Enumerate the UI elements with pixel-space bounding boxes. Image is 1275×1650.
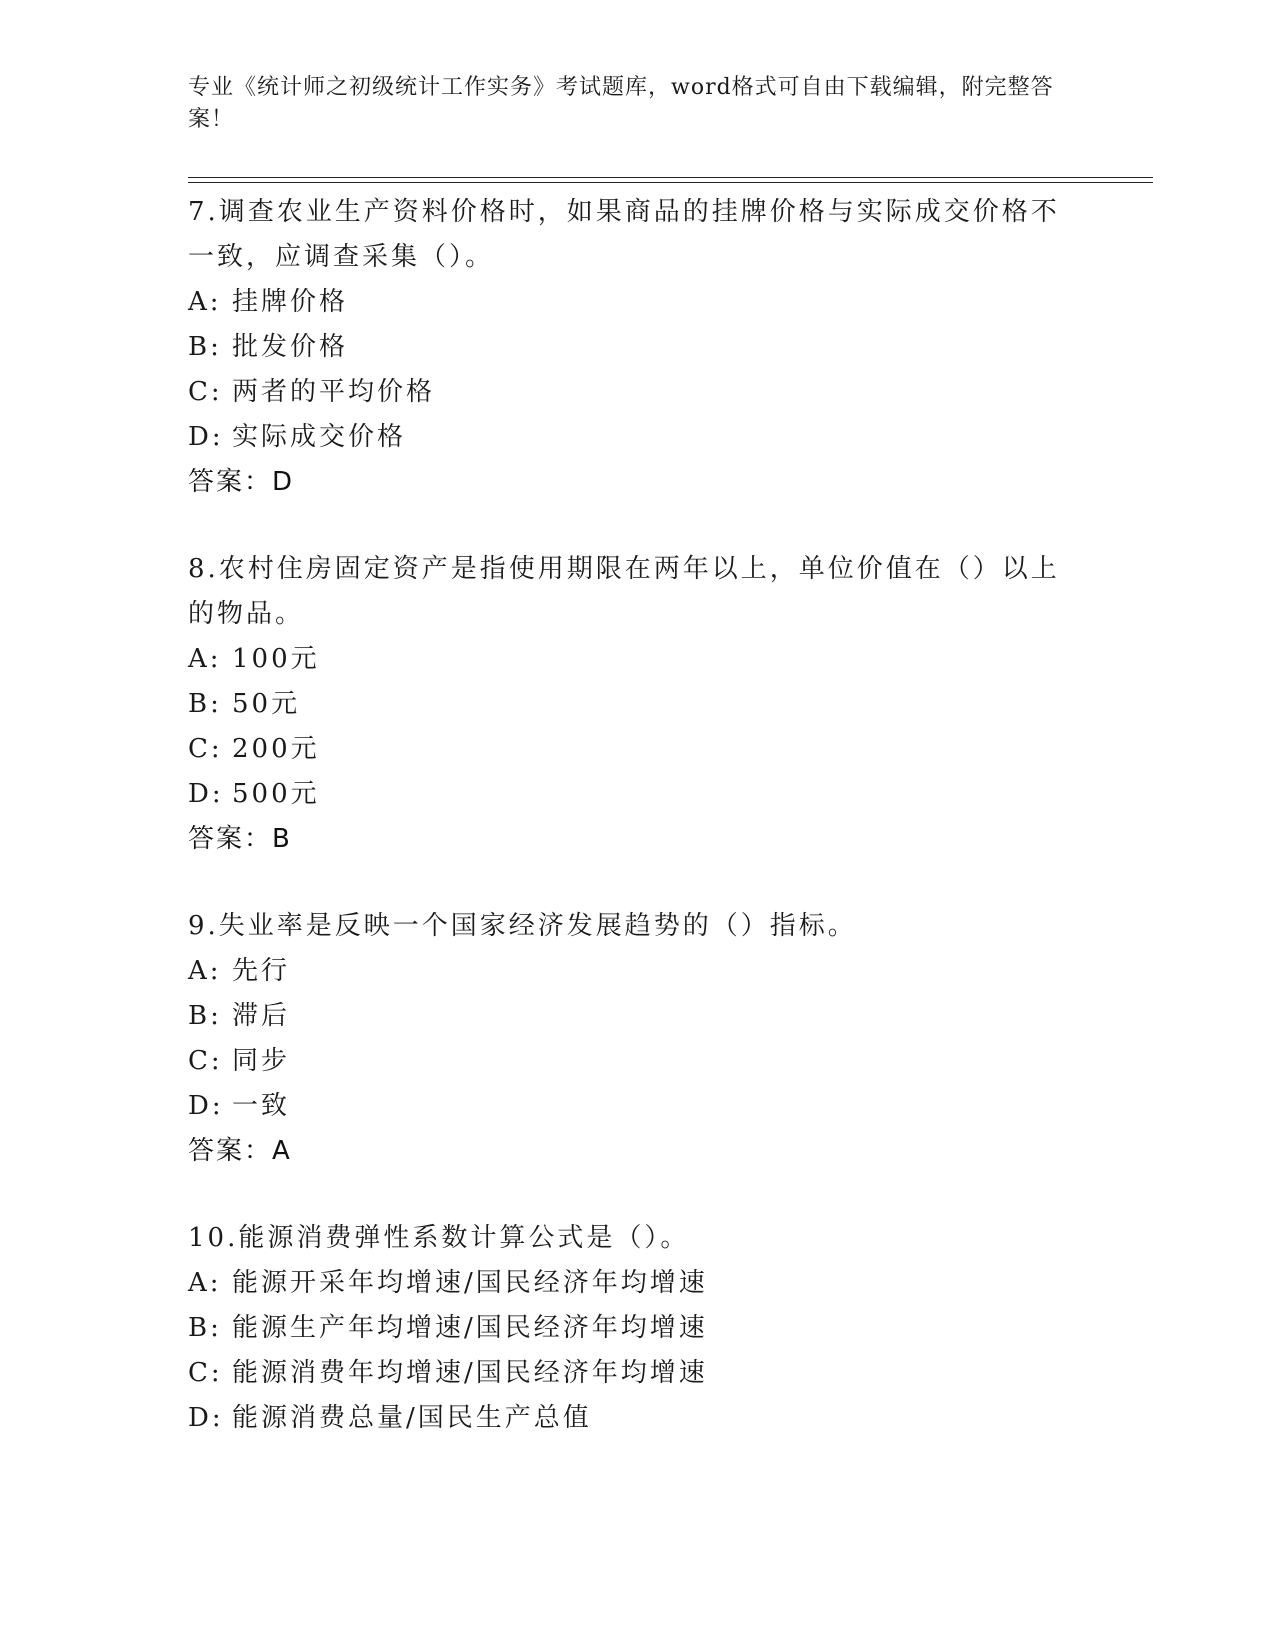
option-text: 能源消费总量/国民生产总值 (232, 1403, 592, 1433)
option-key: C: (188, 734, 223, 764)
question-10 (188, 1216, 1088, 1441)
question-7 (188, 190, 1088, 505)
option-key: B: (188, 689, 222, 719)
option-text: 200元 (232, 734, 320, 764)
option-text: 100元 (232, 644, 320, 674)
answer-line: 答案：B (188, 824, 292, 854)
option-key: B: (188, 1313, 222, 1343)
option-key: D: (188, 1403, 224, 1433)
option-a (188, 1261, 1088, 1306)
option-key: A: (188, 644, 222, 674)
option-text: 500元 (232, 779, 320, 809)
option-a (188, 949, 1088, 994)
option-key: D: (188, 422, 224, 452)
option-b (188, 994, 1088, 1039)
option-a (188, 637, 1088, 682)
option-text: 能源消费年均增速/国民经济年均增速 (232, 1358, 708, 1388)
option-b (188, 682, 1088, 727)
option-d (188, 772, 1088, 817)
document-header: 专业《统计师之初级统计工作实务》考试题库，word格式可自由下载编辑，附完整答案！ (188, 75, 1054, 132)
option-key: C: (188, 1046, 223, 1076)
option-text: 挂牌价格 (232, 287, 349, 317)
option-key: A: (188, 1268, 222, 1298)
option-key: A: (188, 956, 222, 986)
option-key: D: (188, 779, 224, 809)
option-key: A: (188, 287, 222, 317)
option-text: 两者的平均价格 (232, 377, 436, 407)
option-key: B: (188, 332, 222, 362)
option-d (188, 415, 1088, 460)
question-stem: 8.农村住房固定资产是指使用期限在两年以上，单位价值在（）以上的物品。 (188, 554, 1060, 629)
question-9 (188, 904, 1088, 1174)
option-c (188, 370, 1088, 415)
option-d (188, 1396, 1088, 1441)
question-stem: 9.失业率是反映一个国家经济发展趋势的（）指标。 (188, 911, 857, 941)
option-text: 先行 (232, 956, 291, 986)
option-b (188, 1306, 1088, 1351)
option-text: 能源生产年均增速/国民经济年均增速 (232, 1313, 708, 1343)
option-c (188, 1039, 1088, 1084)
question-stem: 10.能源消费弹性系数计算公式是（）。 (188, 1223, 690, 1253)
header-divider-bottom (188, 182, 1153, 183)
option-key: D: (188, 1091, 224, 1121)
option-a (188, 280, 1088, 325)
question-list (188, 190, 1088, 1483)
option-key: B: (188, 1001, 222, 1031)
option-text: 滞后 (232, 1001, 291, 1031)
answer-line: 答案：D (188, 467, 295, 497)
option-text: 实际成交价格 (232, 422, 407, 452)
option-text: 50元 (232, 689, 301, 719)
question-8 (188, 547, 1088, 862)
option-c (188, 727, 1088, 772)
option-key: C: (188, 377, 223, 407)
option-text: 批发价格 (232, 332, 349, 362)
option-c (188, 1351, 1088, 1396)
option-text: 同步 (232, 1046, 291, 1076)
option-d (188, 1084, 1088, 1129)
header-divider-top (188, 177, 1153, 178)
option-key: C: (188, 1358, 223, 1388)
option-b (188, 325, 1088, 370)
answer-line: 答案：A (188, 1136, 292, 1166)
option-text: 能源开采年均增速/国民经济年均增速 (232, 1268, 708, 1298)
option-text: 一致 (232, 1091, 291, 1121)
question-stem: 7.调查农业生产资料价格时，如果商品的挂牌价格与实际成交价格不一致，应调查采集（）。 (188, 197, 1060, 272)
